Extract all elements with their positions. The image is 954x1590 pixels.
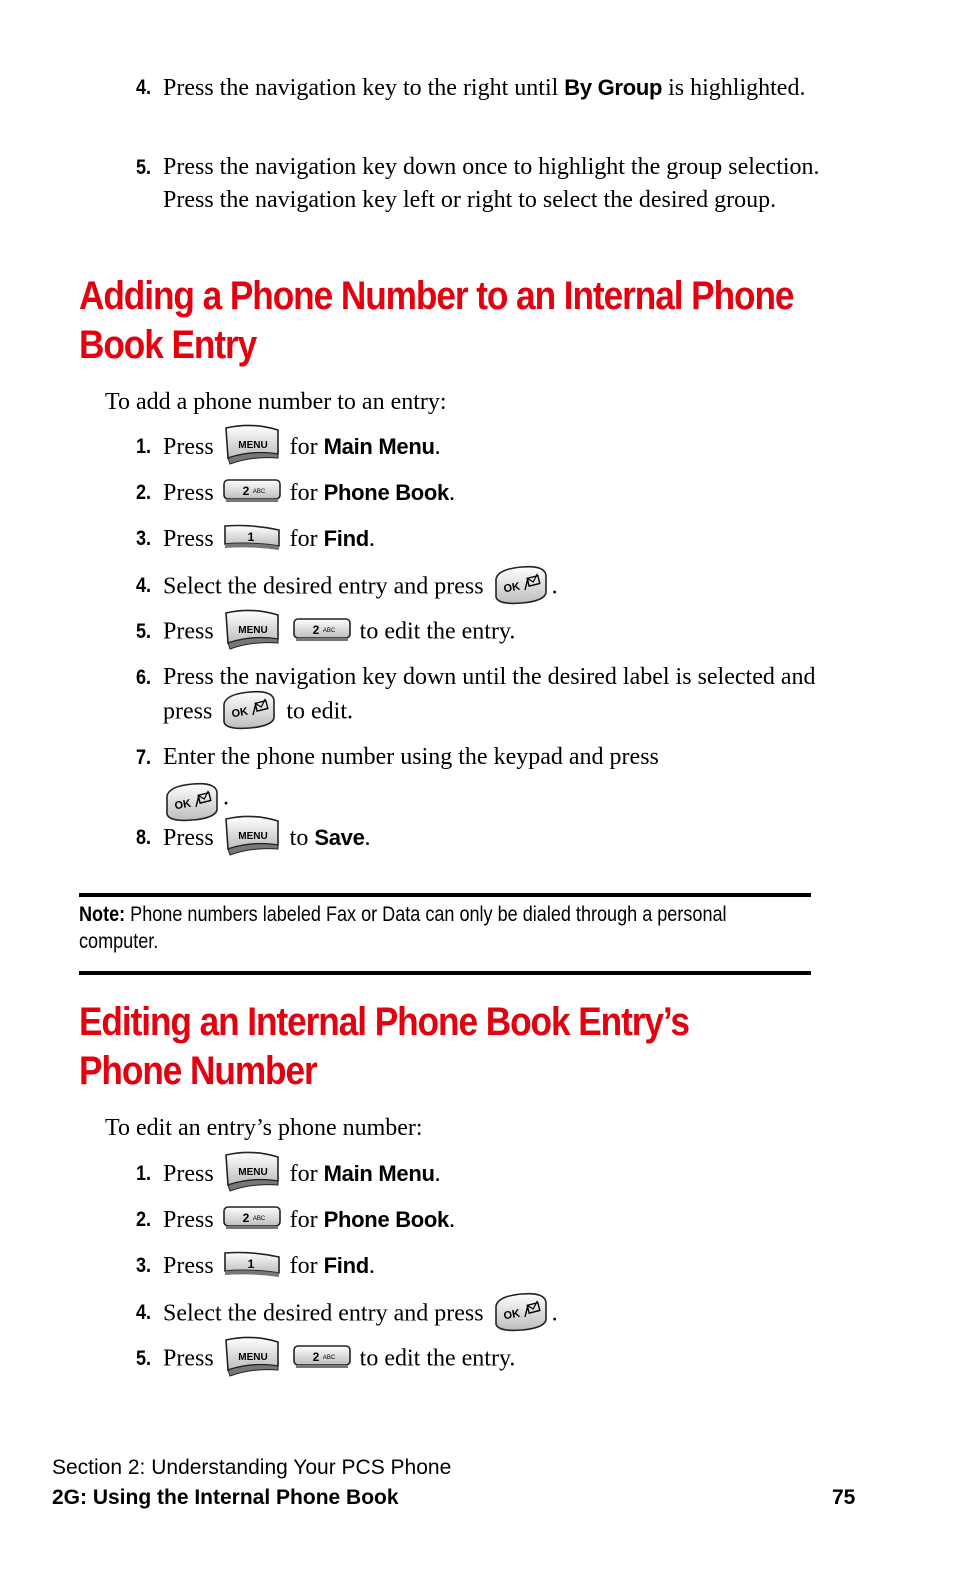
punctuation: . (368, 526, 375, 552)
add-step-4 (136, 569, 826, 607)
step-number: 5. (136, 620, 152, 643)
add-step-6 (136, 661, 826, 732)
main-menu-label: Main Menu (323, 1161, 435, 1186)
step-number: 4. (136, 1301, 152, 1324)
svg-text:MENU: MENU (237, 625, 268, 636)
edit-step-5 (136, 1342, 826, 1378)
punctuation: . (551, 573, 558, 600)
ok-key-icon (220, 688, 278, 732)
step-text: Press (163, 526, 214, 552)
step-text: Press the navigation key down once to highlight the group selection. Press the navigation key left or right to select the desired group. (163, 154, 820, 213)
step-text: for (289, 434, 318, 460)
step-number: 8. (136, 826, 152, 849)
step-text: to (289, 825, 309, 851)
section-intro: To edit an entry’s phone number: (105, 1115, 423, 1141)
add-step-5 (136, 615, 826, 651)
step-text: for (289, 1161, 318, 1187)
svg-text:ABC: ABC (252, 489, 265, 496)
ok-key-icon (492, 1290, 550, 1334)
step-text: Press (163, 434, 214, 460)
svg-text:MENU: MENU (237, 831, 268, 843)
step-text: Enter the phone number using the keypad and press (163, 744, 659, 770)
step-text: for (289, 1253, 318, 1279)
add-step-3 (136, 522, 826, 556)
svg-text:OK: OK (502, 580, 521, 596)
note (79, 901, 793, 955)
note-text: Phone numbers labeled Fax or Data can only be dialed through a personal computer. (79, 903, 727, 953)
step-text: Select the desired entry and press (163, 1300, 484, 1327)
step-text: Press the navigation key to the right until (163, 75, 565, 101)
svg-text:2: 2 (312, 1350, 320, 1364)
step-text: Press (163, 1253, 214, 1279)
svg-text:ABC: ABC (322, 628, 335, 634)
add-step-7 (136, 741, 826, 824)
punctuation: . (223, 784, 229, 811)
step-text: Press (163, 618, 214, 645)
svg-text:2: 2 (312, 623, 320, 637)
step-number: 4. (136, 574, 152, 597)
step-number: 4. (136, 76, 152, 99)
menu-key-icon (222, 815, 282, 857)
step-text: is highlighted. (662, 75, 806, 101)
step-text: Press (163, 1161, 214, 1187)
one-key-icon (222, 1249, 282, 1279)
section-heading-adding (79, 272, 836, 370)
edit-step-4 (136, 1296, 826, 1334)
svg-text:ABC: ABC (322, 1355, 335, 1361)
ok-key-icon (163, 780, 221, 824)
edit-step-2 (136, 1203, 826, 1237)
step-number: 5. (136, 1347, 152, 1370)
note-top-rule (79, 893, 811, 897)
note-label: Note: (79, 903, 126, 926)
step-number: 5. (136, 156, 152, 179)
punctuation: . (368, 1253, 375, 1279)
svg-text:MENU: MENU (237, 1352, 268, 1363)
step-number: 1. (136, 1162, 152, 1185)
top-step-5 (136, 151, 826, 217)
save-label: Save (314, 825, 365, 850)
step-number: 1. (136, 435, 152, 458)
step-text: to edit. (286, 698, 353, 725)
two-key-icon (222, 1205, 282, 1231)
top-step-4 (136, 71, 826, 105)
section-heading-editing (79, 998, 836, 1096)
punctuation: . (364, 825, 371, 851)
edit-step-1 (136, 1157, 826, 1193)
add-step-2 (136, 476, 826, 510)
phone-book-label: Phone Book (323, 480, 449, 505)
step-number: 2. (136, 1208, 152, 1231)
phone-book-label: Phone Book (323, 1207, 449, 1232)
two-key-icon (222, 478, 282, 504)
by-group-label: By Group (564, 75, 663, 100)
two-key-icon (292, 1344, 352, 1370)
find-label: Find (323, 1253, 369, 1278)
footer-section: Section 2: Understanding Your PCS Phone (52, 1456, 452, 1479)
step-number: 2. (136, 481, 152, 504)
add-step-1 (136, 430, 826, 466)
svg-text:1: 1 (247, 1257, 255, 1272)
svg-text:2: 2 (242, 484, 250, 499)
main-menu-label: Main Menu (323, 434, 435, 459)
heading-line: Book Entry (79, 323, 257, 367)
svg-text:2: 2 (242, 1211, 250, 1226)
menu-key-icon (222, 609, 282, 651)
step-text: for (289, 480, 318, 506)
step-number: 6. (136, 666, 152, 689)
step-number: 3. (136, 527, 152, 550)
step-text: for (289, 526, 318, 552)
step-text: Press (163, 1207, 214, 1233)
two-key-icon (292, 617, 352, 643)
step-text: Press (163, 480, 214, 506)
find-label: Find (323, 526, 369, 551)
heading-line: Editing an Internal Phone Book Entry’s (79, 1000, 689, 1044)
heading-line: Phone Number (79, 1049, 317, 1093)
menu-key-icon (222, 1151, 282, 1193)
step-number: 7. (136, 746, 152, 769)
page-number: 75 (832, 1486, 856, 1509)
add-step-8 (136, 821, 826, 857)
menu-key-icon (222, 424, 282, 466)
step-text: Press (163, 825, 214, 851)
step-text: Press (163, 1345, 214, 1372)
note-bottom-rule (79, 971, 811, 975)
svg-text:ABC: ABC (252, 1216, 265, 1223)
punctuation: . (434, 1161, 441, 1187)
svg-text:OK: OK (173, 797, 192, 813)
punctuation: . (449, 480, 455, 506)
one-key-icon (222, 522, 282, 552)
step-text: Press the navigation key down until the desired label is selected and press (163, 664, 816, 725)
heading-line: Adding a Phone Number to an Internal Phone (79, 274, 794, 318)
step-number: 3. (136, 1254, 152, 1277)
svg-text:MENU: MENU (237, 440, 268, 452)
svg-text:1: 1 (247, 530, 255, 545)
step-text: to edit the entry. (359, 618, 516, 645)
menu-key-icon (222, 1336, 282, 1378)
svg-text:MENU: MENU (237, 1167, 268, 1179)
punctuation: . (434, 434, 441, 460)
ok-key-icon (492, 563, 550, 607)
svg-text:OK: OK (502, 1307, 521, 1323)
step-text: to edit the entry. (359, 1345, 516, 1372)
punctuation: . (551, 1300, 558, 1327)
edit-step-3 (136, 1249, 826, 1283)
section-intro: To add a phone number to an entry: (105, 389, 447, 415)
punctuation: . (449, 1207, 455, 1233)
svg-text:OK: OK (230, 705, 250, 721)
step-text: Select the desired entry and press (163, 573, 484, 600)
step-text: for (289, 1207, 318, 1233)
footer-chapter: 2G: Using the Internal Phone Book (52, 1486, 399, 1509)
